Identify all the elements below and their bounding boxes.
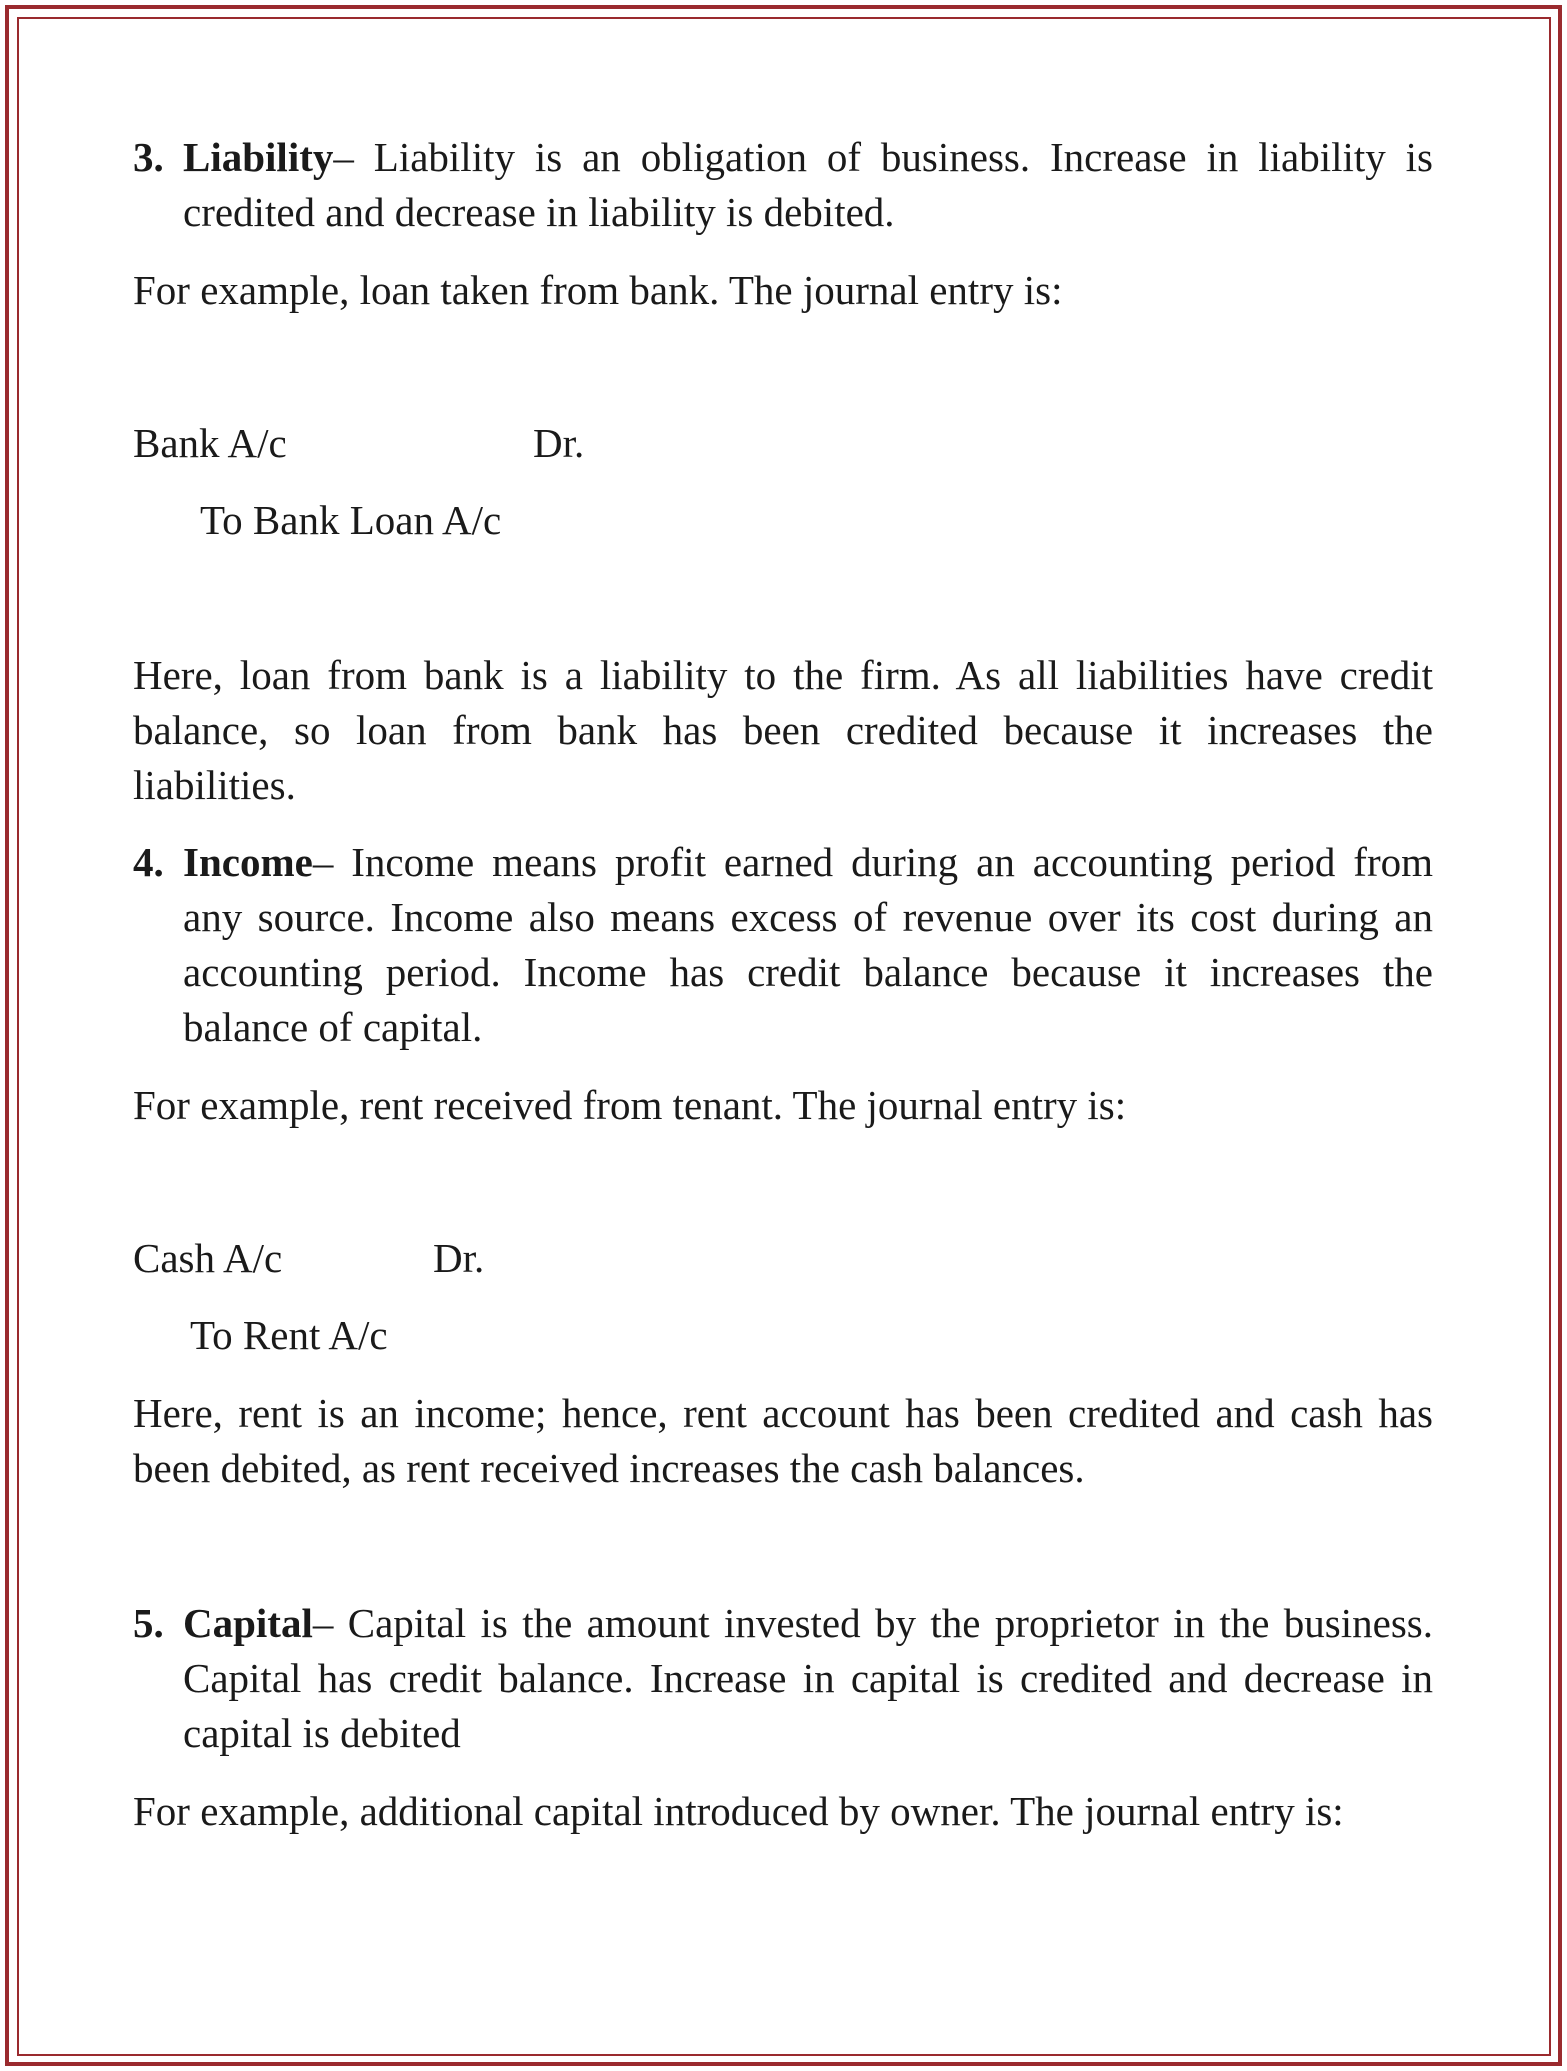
definition-text: Capital is the amount invested by the proprietor in the business. Capital has credit balance. Increase in capital is credited and decrease in capital is debited <box>183 1600 1433 1756</box>
example-intro: For example, additional capital introduced by owner. The journal entry is: <box>133 1788 1344 1834</box>
definition-text: Income means profit earned during an accounting period from any source. Income also means excess of revenue over its cost during an accounting period. Income has credit balance because it increases the balance of capital. <box>183 839 1434 1050</box>
capital-definition <box>133 1596 1433 1761</box>
journal-credit-line <box>133 493 1433 548</box>
definition-text: Liability is an obligation of business. Increase in liability is credited and decrease in liability is debited. <box>183 134 1434 235</box>
example-intro: For example, loan taken from bank. The journal entry is: <box>133 267 1063 313</box>
item-number: 5. <box>133 1600 164 1646</box>
term-dash: – <box>333 134 374 180</box>
document-page <box>133 130 1433 1839</box>
term-income: Income <box>183 839 313 885</box>
journal-credit-line <box>133 1308 1433 1363</box>
explanation-paragraph: Here, rent is an income; hence, rent account has been credited and cash has been debited, as rent received increases the cash balances. <box>133 1390 1433 1491</box>
journal-credit-account: To Rent A/c <box>190 1312 388 1358</box>
explanation-paragraph: Here, loan from bank is a liability to the firm. As all liabilities have credit balance, so loan from bank has been credited because it increases the liabilities. <box>133 652 1433 808</box>
item-number: 3. <box>133 134 164 180</box>
income-definition <box>133 835 1433 1055</box>
term-dash: – <box>312 839 352 885</box>
term-liability: Liability <box>183 134 334 180</box>
journal-debit-account: Cash A/c <box>133 1235 283 1281</box>
journal-debit-account: Bank A/c <box>133 420 287 466</box>
journal-dr-marker: Dr. <box>433 1235 485 1281</box>
journal-credit-account: To Bank Loan A/c <box>200 497 502 543</box>
journal-debit-line <box>133 416 1433 471</box>
liability-definition <box>133 130 1433 240</box>
journal-debit-line <box>133 1231 1433 1286</box>
example-intro: For example, rent received from tenant. The journal entry is: <box>133 1082 1127 1128</box>
term-capital: Capital <box>183 1600 313 1646</box>
term-dash: – <box>312 1600 348 1646</box>
item-number: 4. <box>133 839 164 885</box>
journal-dr-marker: Dr. <box>533 420 585 466</box>
